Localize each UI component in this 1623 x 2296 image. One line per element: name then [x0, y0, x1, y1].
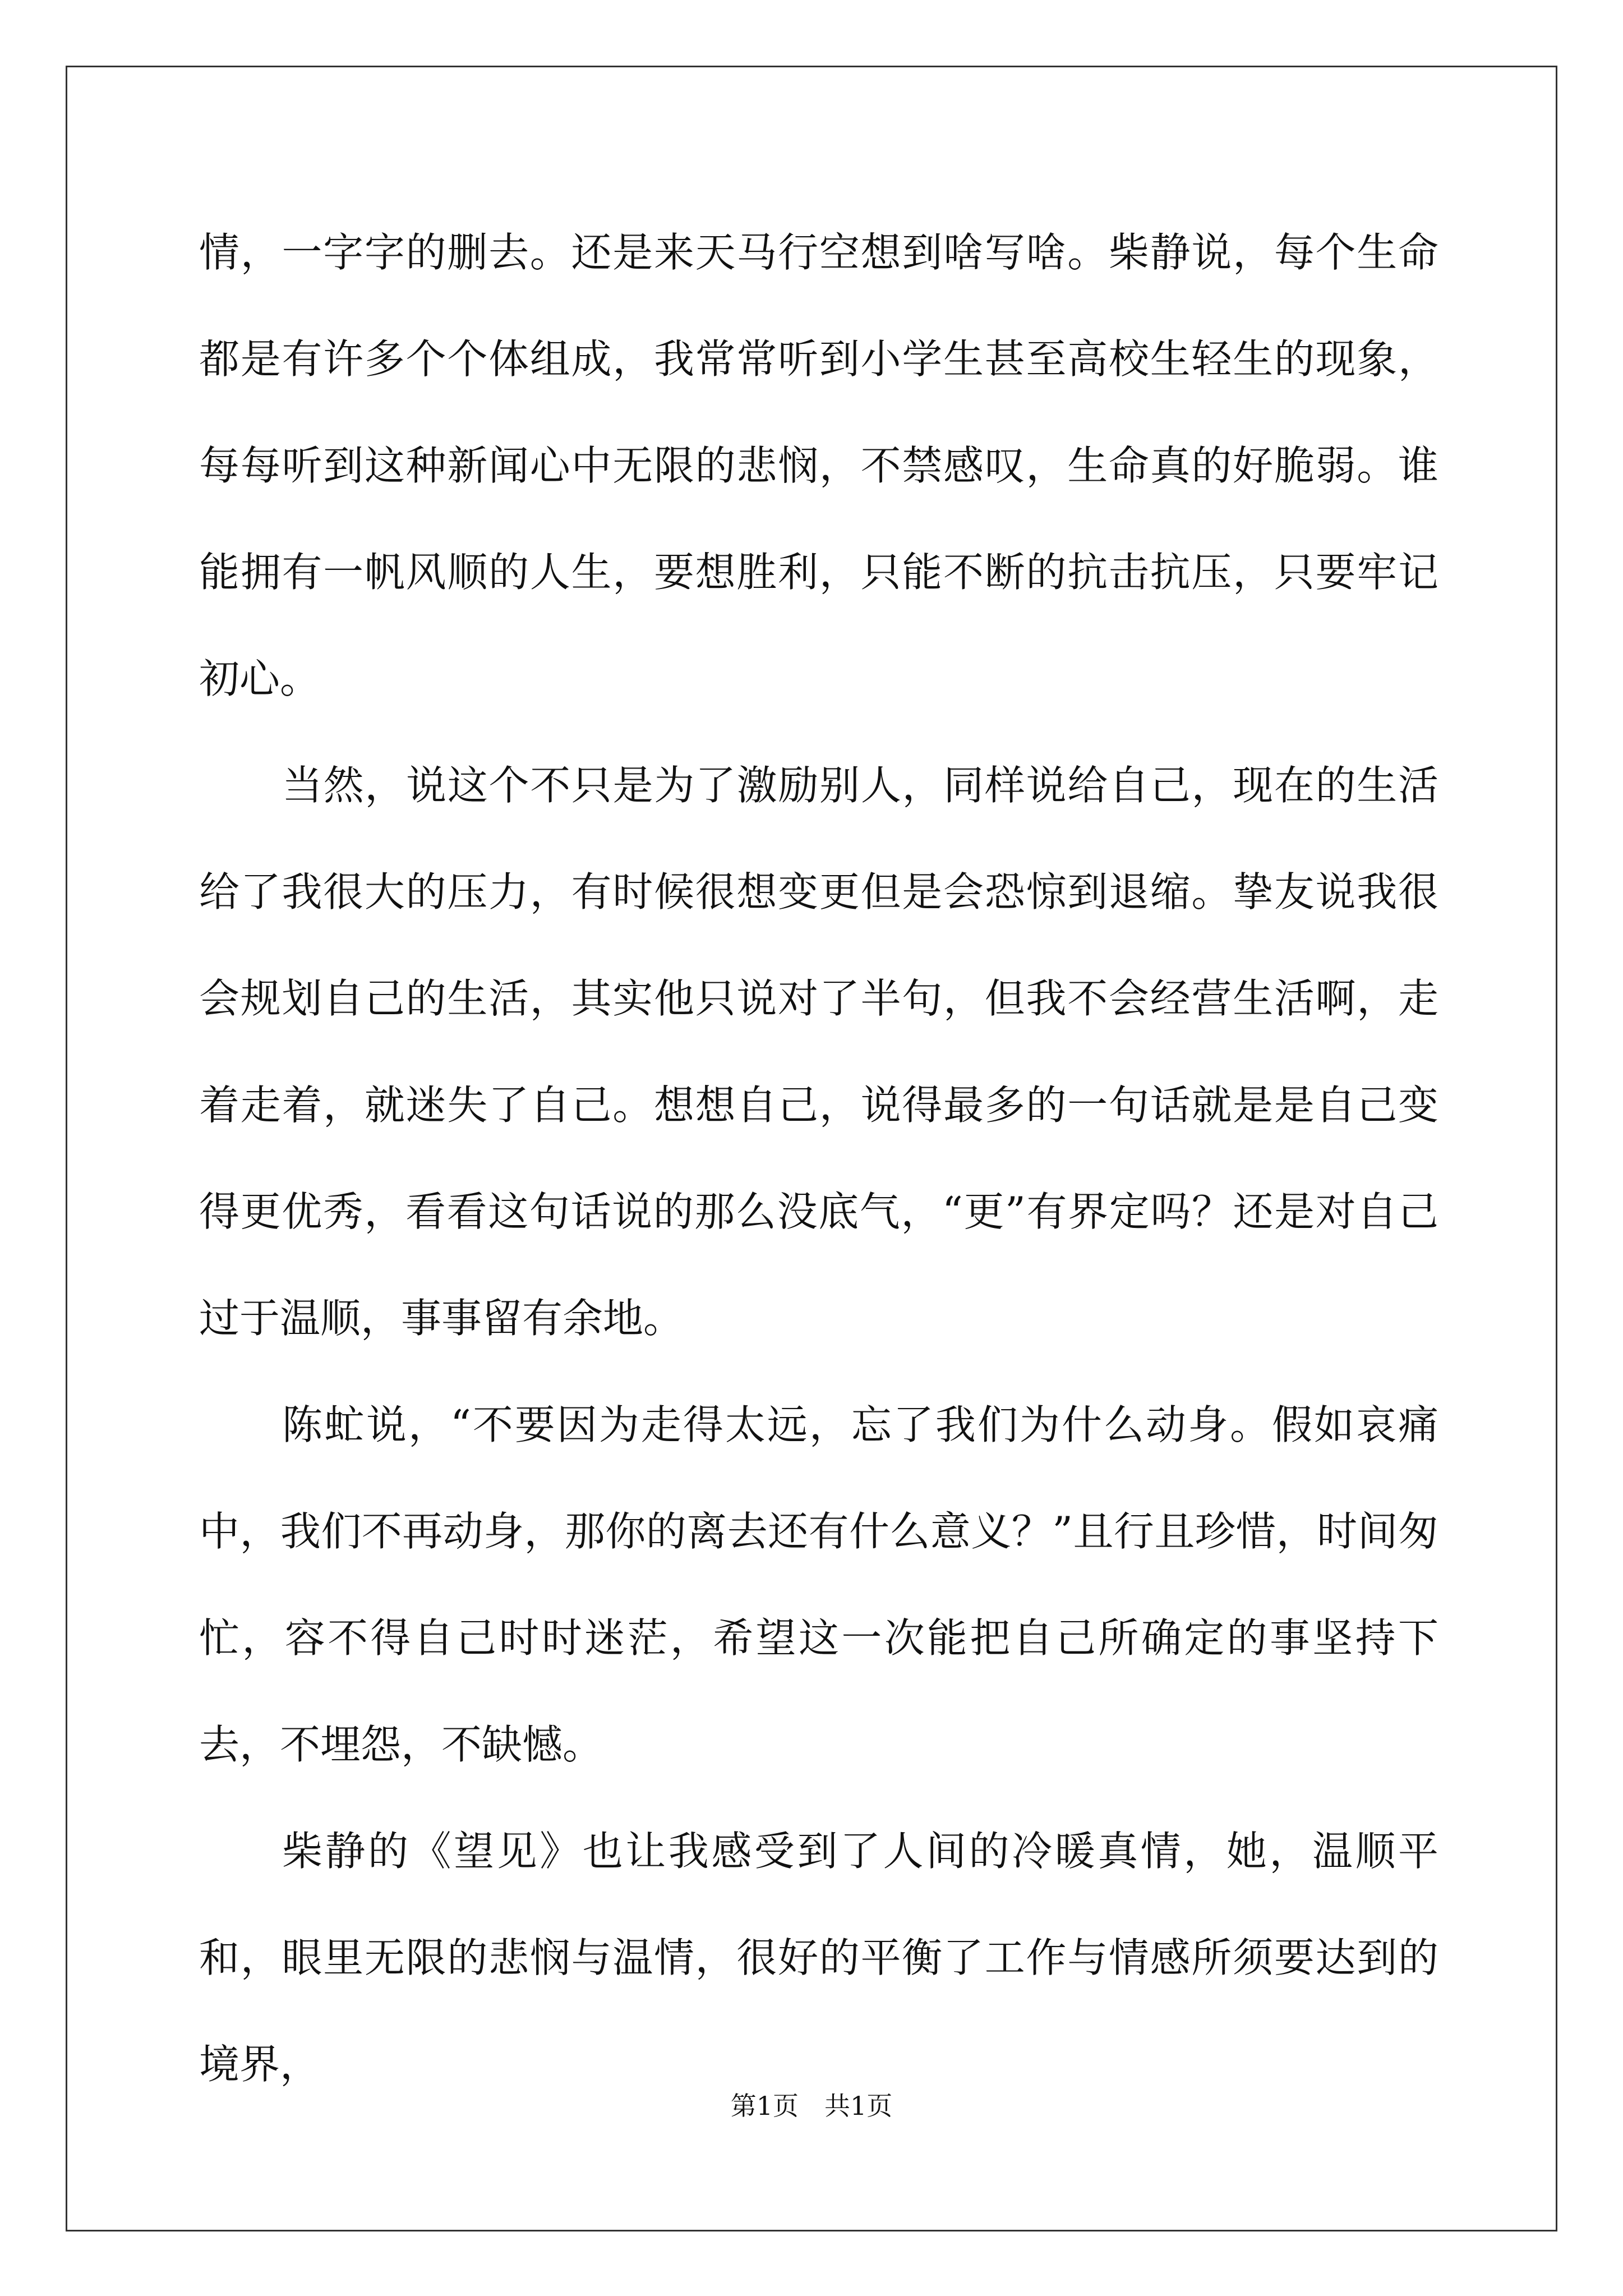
page-footer: 第1页 共1页 [730, 2091, 893, 2121]
paragraph-1: 情，一字字的删去。还是来天马行空想到啥写啥。柴静说，每个生命都是有许多个个体组成，我常常听到小学生甚至高校生轻生的现象，每每听到这种新闻心中无限的悲悯，不禁感叹，生命真的好脆弱。谁能拥有一帆风顺的人生，要想胜利，只能不断的抗击抗压，只要牢记初心。 [199, 229, 1438, 702]
document-body [199, 199, 1438, 2118]
paragraph-4: 柴静的《望见》也让我感受到了人间的冷暖真情，她，温顺平和，眼里无限的悲悯与温情，很好的平衡了工作与情感所须要达到的境界， [199, 1828, 1438, 2088]
paragraph-2: 当然，说这个不只是为了激励别人，同样说给自己，现在的生活给了我很大的压力，有时候很想变更但是会恐惊到退缩。挚友说我很会规划自己的生活，其实他只说对了半句，但我不会经营生活啊，走着走着，就迷失了自己。想想自己，说得最多的一句话就是是自己变得更优秀，看看这句话说的那么没底气，“更”有界定吗？还是对自己过于温顺，事事留有余地。 [199, 762, 1438, 1342]
paragraph-3: 陈虻说，“不要因为走得太远，忘了我们为什么动身。假如哀痛中，我们不再动身，那你的离去还有什么意义？”且行且珍惜，时间匆忙，容不得自己时时迷茫，希望这一次能把自己所确定的事坚持下去，不埋怨，不缺憾。 [199, 1401, 1438, 1768]
